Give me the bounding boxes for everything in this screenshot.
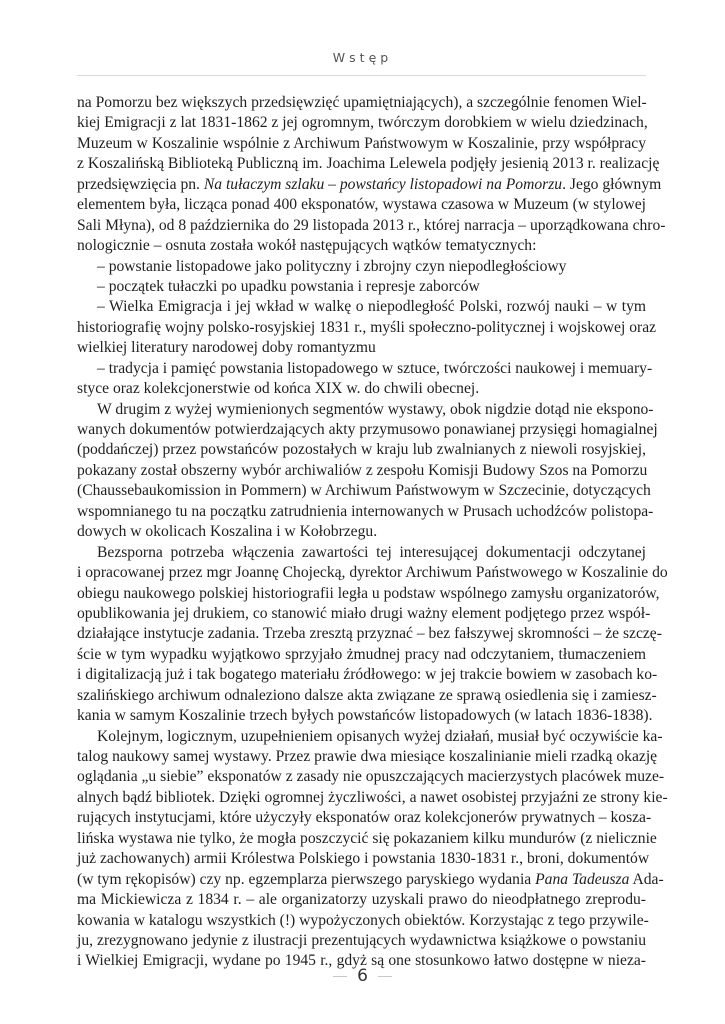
text-run: Ada- (629, 870, 664, 888)
header-rule (77, 75, 646, 76)
text-line: działające instytucje zadania. Trzeba zresztą przyznać – bez fałszywej skromności – że szczę- (77, 625, 662, 643)
italic-title: Pana Tadeusza (535, 870, 630, 888)
text-line: ma Mickiewicza z 1834 r. – ale organizatorzy uzyskali prawo do nieodpłatnego zreprodu- (77, 891, 646, 909)
text-line: historiografię wojny polsko-rosyjskiej 1831 r., myśli społeczno-politycznej i wojskowej oraz (77, 318, 657, 336)
text-line: (poddańczej) przez powstańców pozostałych w kraju lub zwalnianych z niewoli rosyjskiej, (77, 441, 646, 459)
text-line: elementem była, licząca ponad 400 eksponatów, wystawa czasowa w Muzeum (w stylowej (77, 196, 646, 214)
text-line: kiej Emigracji z lat 1831-1862 z jej ogromnym, twórczym dorobkiem w wielu dziedzinach, (77, 114, 648, 132)
text-line: i digitalizacją już i tak bogatego materiału źródłowego: w jej trakcie bowiem w zasobach ko- (77, 666, 658, 684)
text-line: styce oraz kolekcjonerstwie od końca XIX w. do chwili obecnej. (77, 380, 480, 398)
page-number: 6 (357, 966, 368, 986)
running-header-title: Wstęp (332, 50, 393, 65)
text-line: Kolejnym, logicznym, uzupełnieniem opisanych wyżej działań, musiał być oczywiście ka- (97, 727, 663, 745)
text-line: – Wielka Emigracja i jej wkład w walkę o niepodległość Polski, rozwój nauki – w tym (97, 298, 646, 316)
italic-title: Na tułaczym szlaku – powstańcy listopadowi na Pomorzu (203, 175, 563, 193)
page-number-right-dash (378, 976, 392, 977)
text-line: rujących instytucjami, które użyczyły eksponatów oraz kolekcjonerów prywatnych – kosza- (77, 809, 652, 827)
text-line: ście w tym wypadku wyjątkowo sprzyjało żmudnej pracy nad odczytaniem, tłumaczeniem (77, 645, 646, 663)
text-line: ju, zrezygnowano jedynie z ilustracji prezentujących wydawnictwa książkowe o powstaniu (77, 931, 646, 949)
text-line: wspomnianego tu na początku zatrudnienia internowanych w Prusach uchodźców polistopa- (77, 502, 654, 520)
text-line: z Koszalińską Biblioteką Publiczną im. Joachima Lelewela podjęły jesienią 2013 r. realizację (77, 155, 660, 173)
text-line: wielkiej literatury narodowej doby romantyzmu (77, 339, 376, 357)
text-line: Sali Młyna), od 8 października do 29 listopada 2013 r., której narracja – uporządkowana chro- (77, 216, 666, 234)
text-line (77, 175, 662, 195)
body-text (77, 93, 668, 972)
text-line: oglądania „u siebie” eksponatów z zasady nie opuszczających macierzystych placówek muze- (77, 768, 665, 786)
text-line (77, 870, 664, 890)
text-run: . Jego głównym (562, 175, 662, 193)
text-line: szalińskiego archiwum odnaleziono dalsze akta związane ze sprawą osiedlenia się i zamiesz- (77, 686, 657, 704)
text-line: już zachowanych) armii Królestwa Polskiego i powstania 1830-1831 r., broni, dokumentów (77, 850, 650, 868)
text-line: i opracowanej przez mgr Joannę Chojecką, dyrektor Archiwum Państwowego w Koszalinie do (77, 564, 668, 582)
text-line: na Pomorzu bez większych przedsięwzięć upamiętniających), a szczególnie fenomen Wiel- (77, 94, 647, 111)
page-number-left-dash (333, 976, 347, 977)
text-line: dowych w okolicach Koszalina i w Kołobrzegu. (77, 523, 378, 541)
text-line: pokazany został obszerny wybór archiwaliów z zespołu Komisji Budowy Szos na Pomorzu (77, 461, 648, 479)
text-line: – powstanie listopadowe jako polityczny i zbrojny czyn niepodległościowy (97, 257, 567, 275)
text-line: kowania w katalogu wszystkich (!) wypożyczonych obiektów. Korzystając z tego przywile- (77, 911, 649, 929)
text-line: i Wielkiej Emigracji, wydane po 1945 r., gdyż są one stosunkowo łatwo dostępne w nieza- (77, 952, 646, 970)
text-line: nologicznie – osnuta została wokół następujących wątków tematycznych: (77, 237, 537, 255)
text-line: Bezsporna potrzeba włączenia zawartości tej interesującej dokumentacji odczytanej (97, 543, 646, 561)
text-line: – początek tułaczki po upadku powstania i represje zaborców (97, 277, 480, 295)
text-line: alnych bądź bibliotek. Dzięki ogromnej życzliwości, a nawet osobistej przyjaźni ze strony kie- (77, 788, 668, 806)
text-line: opublikowania jej drukiem, co stanowić miało drugi ważny element podjętego przez współ- (77, 604, 651, 622)
text-line: kania w samym Koszalinie trzech byłych powstańców listopadowych (w latach 1836-1838). (77, 707, 653, 725)
text-run: (w tym rękopisów) czy np. egzemplarza pierwszego paryskiego wydania (77, 870, 536, 888)
text-line: talog naukowy samej wystawy. Przez prawie dwa miesiące koszalinianie mieli rzadką okazję (77, 748, 658, 765)
text-line: lińska wystawa nie tylko, że mogła poszczycić się pokazaniem kilku mundurów (z nielicznie (77, 829, 657, 847)
text-line: (Chaussebaukomission in Pommern) w Archiwum Państwowym w Szczecinie, dotyczących (77, 482, 651, 500)
text-line: Muzeum w Koszalinie wspólnie z Archiwum Państwowym w Koszalinie, przy współpracy (77, 134, 646, 152)
text-line: – tradycja i pamięć powstania listopadowego w sztuce, twórczości naukowej i memuary- (97, 359, 653, 377)
text-line: obiegu naukowego polskiej historiografii legła u podstaw wspólnego zamysłu organizatorów, (77, 584, 660, 602)
page-footer (0, 966, 725, 986)
text-run: przedsięwzięcia pn. (77, 175, 204, 193)
text-line: wanych dokumentów potwierdzających akty przymusowo ponawianej przysięgi homagialnej (77, 421, 658, 438)
text-line: W drugim z wyżej wymienionych segmentów wystawy, obok nigdzie dotąd nie ekspono- (97, 400, 654, 418)
